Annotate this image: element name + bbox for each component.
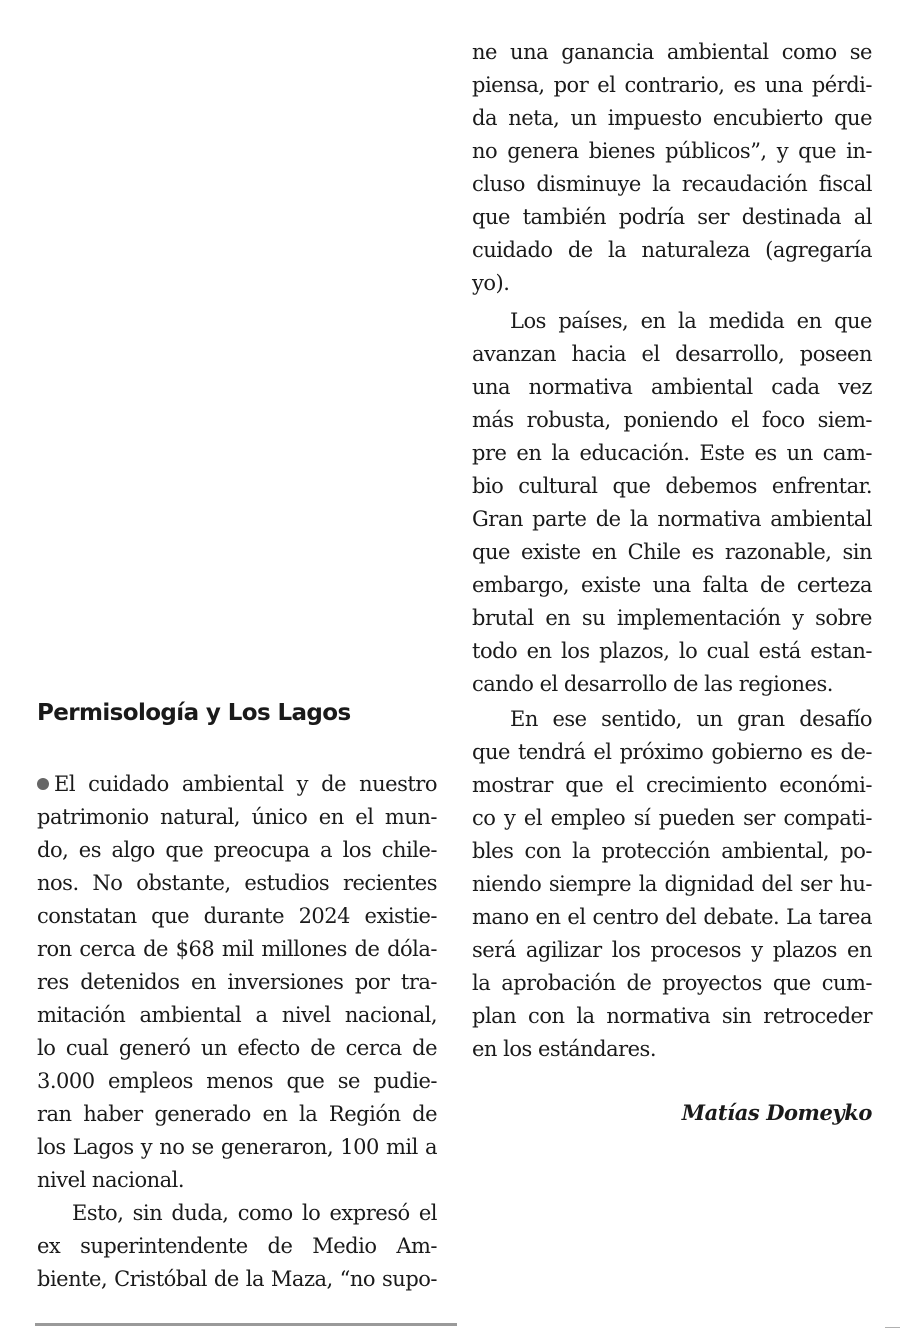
left-line-1: El cuidado ambiental y de nuestro [37,768,437,801]
right-line-29: la aprobación de proyectos que cum- [472,971,872,995]
bullet-icon [37,778,49,790]
left-line-14: Esto, sin duda, como lo expresó el [72,1201,437,1225]
right-line-10: avanzan hacia el desarrollo, poseen [472,342,872,366]
right-line-21: En ese sentido, un gran desafío [510,707,872,731]
right-line-16: que existe en Chile es razonable, sin [472,540,872,564]
right-line-14: bio cultural que debemos enfrentar. [472,474,872,498]
left-line-9: lo cual generó un efecto de cerca de [37,1036,437,1060]
author-signature: Matías Domeyko [681,1100,872,1125]
right-line-23: mostrar que el crecimiento económi- [472,773,872,797]
right-line-7: cuidado de la naturaleza (agregaría [472,238,872,262]
right-line-24: co y el empleo sí pueden ser compati- [472,806,872,830]
right-line-3: da neta, un impuesto encubierto que [472,106,872,130]
left-line-7: res detenidos en inversiones por tra- [37,970,437,994]
left-line-3: do, es algo que preocupa a los chile- [37,838,437,862]
right-line-2: piensa, por el contrario, es una pérdi- [472,73,872,97]
bottom-divider-right [885,1327,900,1328]
right-line-13: pre en la educación. Este es un cam- [472,441,872,465]
right-line-4: no genera bienes públicos”, y que in- [472,139,872,163]
right-line-19: todo en los plazos, lo cual está estan- [472,639,872,663]
right-line-8: yo). [472,271,510,295]
left-line-10: 3.000 empleos menos que se pudie- [37,1069,437,1093]
left-line-6: ron cerca de $68 mil millones de dóla- [37,937,437,961]
left-line-2: patrimonio natural, único en el mun- [37,805,437,829]
left-line-4: nos. No obstante, estudios recientes [37,871,437,895]
right-line-5: cluso disminuye la recaudación fiscal [472,172,872,196]
right-line-25: bles con la protección ambiental, po- [472,839,872,863]
right-line-26: niendo siempre la dignidad del ser hu- [472,872,872,896]
left-line-11: ran haber generado en la Región de [37,1102,437,1126]
right-line-31: en los estándares. [472,1037,657,1061]
right-line-27: mano en el centro del debate. La tarea [472,905,872,929]
right-line-6: que también podría ser destinada al [472,205,872,229]
right-line-17: embargo, existe una falta de certeza [472,573,872,597]
right-line-28: será agilizar los procesos y plazos en [472,938,872,962]
left-line-15: ex superintendente de Medio Am- [37,1234,437,1258]
right-line-11: una normativa ambiental cada vez [472,375,872,399]
right-line-9: Los países, en la medida en que [510,309,872,333]
left-line-13: nivel nacional. [37,1168,185,1192]
right-line-18: brutal en su implementación y sobre [472,606,872,630]
right-line-20: cando el desarrollo de las regiones. [472,672,833,696]
right-line-30: plan con la normativa sin retroceder [472,1004,872,1028]
bottom-divider [35,1323,457,1326]
right-line-12: más robusta, poniendo el foco siem- [472,408,872,432]
left-line-12: los Lagos y no se generaron, 100 mil a [37,1135,437,1159]
section-heading: Permisología y Los Lagos [37,700,351,726]
right-line-22: que tendrá el próximo gobierno es de- [472,740,872,764]
right-line-1: ne una ganancia ambiental como se [472,40,872,64]
left-line-8: mitación ambiental a nivel nacional, [37,1003,437,1027]
left-line-5: constatan que durante 2024 existie- [37,904,437,928]
right-line-15: Gran parte de la normativa ambiental [472,507,872,531]
left-line-16: biente, Cristóbal de la Maza, “no supo- [37,1267,437,1291]
